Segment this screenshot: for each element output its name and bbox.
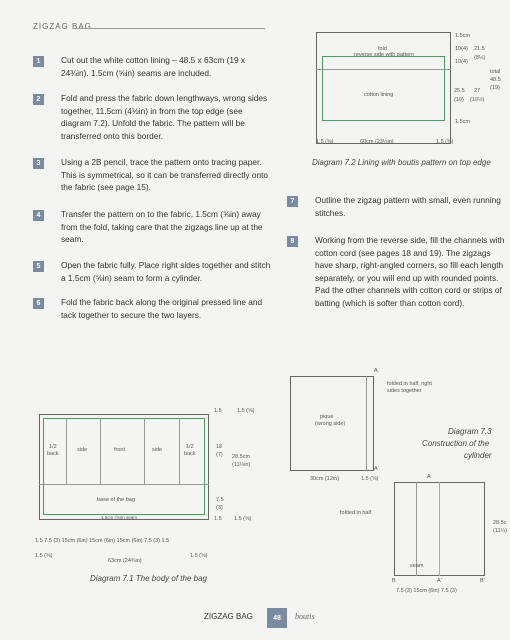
dim-label: (10½) — [470, 97, 485, 103]
step-6 — [33, 296, 271, 321]
diagram-7-3-cylinder — [394, 482, 485, 576]
dim-label: 60cm (23½in) — [360, 139, 394, 145]
step-text: Transfer the pattern on to the fabric, 1.5cm (⅝in) away from the fold, taking care that the zigzags line up at the seam. — [61, 209, 263, 244]
point-label: A' — [437, 578, 442, 584]
dim-label: 28.5c — [493, 520, 507, 526]
section-title: ZIGZAG BAG — [33, 22, 92, 31]
dim-label: 1.5 7.5 (3) 15cm (6in) 15cm (6in) 15cm (6in) 7.5 (3) 1.5 — [35, 538, 170, 544]
step-5 — [33, 259, 271, 284]
panel-label: side — [77, 447, 88, 453]
step-text: Fold the fabric back along the original pressed line and tack together to secure the two layers. — [61, 297, 263, 320]
step-4 — [33, 208, 271, 246]
panel-label: back — [184, 451, 196, 457]
step-1 — [33, 54, 271, 79]
step-text: Outline the zigzag pattern with small, even running stitches. — [315, 195, 501, 218]
point-label: B' — [480, 578, 485, 584]
step-number: 1 — [33, 56, 44, 67]
dim-label: total — [490, 69, 501, 75]
dim-label: 63cm (24¾in) — [108, 558, 142, 564]
dim-label: (10) — [454, 97, 464, 103]
step-number: 7 — [287, 196, 298, 207]
dim-label: 1.5 — [214, 516, 222, 522]
dim-label: 27 — [474, 88, 481, 94]
dim-label: 1.5cm — [455, 33, 470, 39]
footer-book: boutis — [295, 612, 315, 621]
dim-label: 1.5 (⅝) — [436, 139, 454, 145]
point-label: A — [427, 474, 431, 480]
panel-label: 1/2 — [186, 444, 194, 450]
step-2 — [33, 92, 271, 142]
dim-label: 21.5 — [474, 46, 485, 52]
step-text: Working from the reverse side, fill the channels with cotton cord (see pages 18 and 19). The zigzags have sharp, right-angled corners, so fill each length separately, or you will end up with rounded points. Pad the other channels with cotton cord or strips of batting (which is softer than cotton cord). — [315, 235, 505, 308]
step-text: Using a 2B pencil, trace the pattern onto tracing paper. This is symmetrical, so it can be transferred directly onto the fabric (see page 15). — [61, 157, 269, 192]
diagram-7-3-top — [290, 376, 374, 471]
step-number: 3 — [33, 158, 44, 169]
step-text: Open the fabric fully. Place right sides together and stitch a 1.5cm (⅝in) seam to form a cylinder. — [61, 260, 271, 283]
step-text: Fold and press the fabric down lengthways, wrong sides together, 11.5cm (4½in) in from the top edge (see diagram 7.2). Unfold the fabric. The pattern will be transferred onto this border. — [61, 93, 268, 141]
step-number: 6 — [33, 298, 44, 309]
seam-label: 1.5cm (⅝in) seam — [101, 515, 138, 520]
diagram-7-2-caption: Diagram 7.2 Lining with boutis pattern on top edge — [312, 158, 491, 167]
dim-label: 1.5 (⅝) — [234, 516, 252, 522]
step-number: 4 — [33, 210, 44, 221]
diagram-7-3-caption: Construction of the — [422, 439, 490, 448]
cotton-lining-label: cotton lining — [364, 92, 394, 98]
fold-sublabel: reverse side with pattern — [354, 52, 414, 58]
dim-label: 28.5cm — [232, 454, 251, 460]
panel-label: front — [114, 447, 126, 453]
dim-label: 1.5 (⅝) — [316, 139, 334, 145]
panel-label: back — [47, 451, 59, 457]
point-label: B — [392, 578, 396, 584]
dim-label: (8½) — [474, 55, 486, 61]
title-rule — [75, 28, 265, 29]
step-text: Cut out the white cotton lining – 48.5 x 63cm (19 x 24¾in). 1.5cm (⅝in) seams are included. — [61, 55, 246, 78]
step-3 — [33, 156, 271, 194]
step-number: 2 — [33, 94, 44, 105]
dim-label: 1.5cm — [455, 119, 470, 125]
dim-label: 1.5 (⅝) — [35, 553, 53, 559]
dim-label: 7.5 (3) 15cm (6in) 7.5 (3) — [396, 588, 457, 594]
footer-title: ZIGZAG BAG — [204, 612, 253, 621]
point-label: A' — [374, 466, 379, 472]
wrong-side-label: (wrong side) — [315, 421, 346, 427]
dim-label: (11¼in) — [232, 462, 251, 468]
dim-label: 1.5 — [214, 408, 222, 414]
note-label: sides together — [387, 388, 422, 394]
step-8 — [287, 234, 507, 309]
dim-label: (19) — [490, 85, 500, 91]
dim-label: 48.5 — [490, 77, 501, 83]
dim-label: 1.5 (⅝) — [237, 408, 255, 414]
dim-label: 1.5 (⅝) — [361, 476, 379, 482]
dim-label: 10(4) — [455, 46, 468, 52]
diagram-7-1 — [39, 414, 209, 520]
diagram-7-1-caption: Diagram 7.1 The body of the bag — [90, 574, 207, 583]
step-7 — [287, 194, 507, 219]
step-number: 8 — [287, 236, 298, 247]
dim-label: (7) — [216, 452, 223, 458]
dim-label: 30cm (12in) — [310, 476, 340, 482]
dim-label: 1.5 (⅝) — [190, 553, 208, 559]
step-number: 5 — [33, 261, 44, 272]
dim-label: 10(4) — [455, 59, 468, 65]
seam-label: seam — [410, 563, 424, 569]
fold-label: fold — [378, 46, 387, 52]
diagram-7-3-caption: cylinder — [464, 451, 492, 460]
pique-label: pique — [320, 414, 334, 420]
panel-label: 1/2 — [49, 444, 57, 450]
note-label: folded in half — [340, 510, 372, 516]
dim-label: 18 — [216, 444, 223, 450]
note-label: folded in half, right — [387, 381, 432, 387]
page-number: 48 — [267, 608, 287, 628]
dim-label: 7.5 — [216, 497, 224, 503]
dim-label: (3) — [216, 505, 223, 511]
point-label: A — [374, 368, 378, 374]
dim-label: 25.5 — [454, 88, 465, 94]
diagram-7-2 — [316, 32, 454, 145]
base-label: base of the bag — [97, 497, 135, 503]
panel-label: side — [152, 447, 163, 453]
diagram-7-3-caption: Diagram 7.3 — [448, 427, 492, 436]
dim-label: (11¼) — [493, 528, 507, 534]
